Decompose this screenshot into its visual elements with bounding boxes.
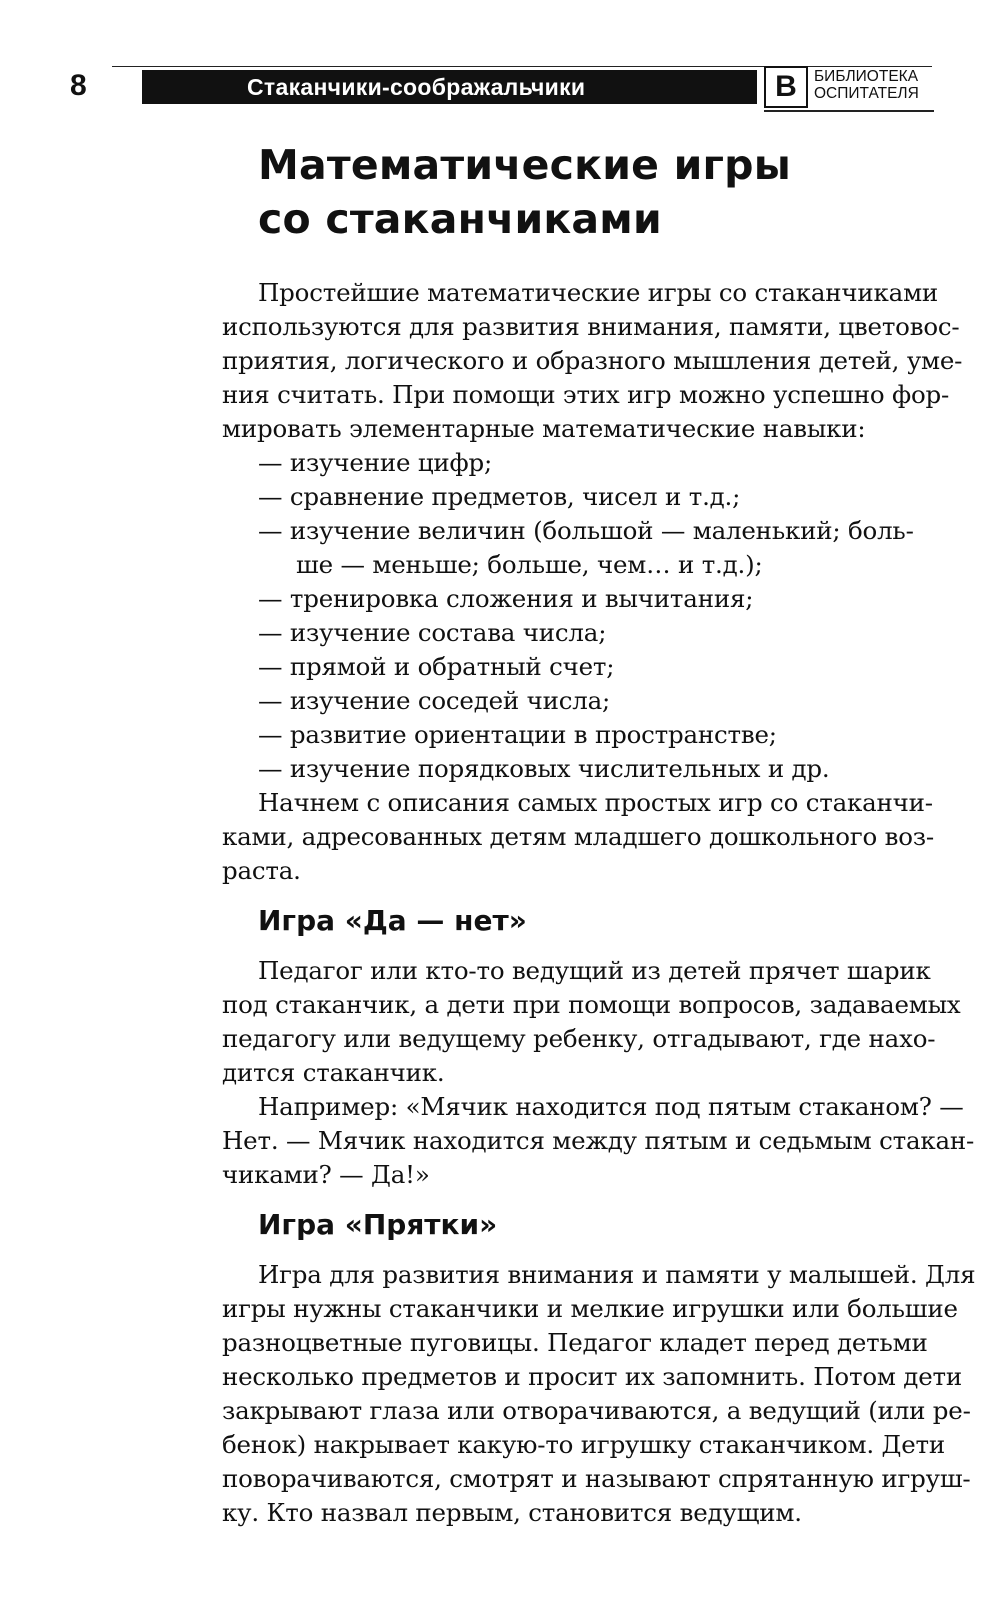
yes-no-line: Например: «Мячик находится под пятым стаканом? — [258,1092,964,1121]
intro-line: приятия, логического и образного мышления детей, уме- [222,346,963,375]
closing-line: раста. [222,856,301,885]
skills-list-item: — изучение величин (большой — маленький; боль- [258,516,914,545]
intro-line: мировать элементарные математические навыки: [222,414,866,443]
skills-list-item: — изучение соседей числа; [258,686,611,715]
skills-list-item: — тренировка сложения и вычитания; [258,584,754,613]
closing-line: Начнем с описания самых простых игр со стаканчи- [258,788,933,817]
intro-line: ния считать. При помощи этих игр можно успешно фор- [222,380,950,409]
page-title-line1: Математические игры [258,141,791,189]
section-heading-yes-no: Игра «Да — нет» [258,904,527,937]
hide-line: несколько предметов и просит их запомнить. Потом дети [222,1362,962,1391]
page-number: 8 [70,69,87,102]
skills-list-item: — сравнение предметов, чисел и т.д.; [258,482,741,511]
logo-line2: ОСПИТАТЕЛЯ [814,85,919,102]
yes-no-line: под стаканчик, а дети при помощи вопросов, задаваемых [222,990,961,1019]
yes-no-line: чиками? — Да!» [222,1160,430,1189]
hide-line: поворачиваются, смотрят и называют спрятанную игруш- [222,1464,971,1493]
yes-no-line: дится стаканчик. [222,1058,445,1087]
page-title-line2: со стаканчиками [258,195,662,243]
yes-no-line: Нет. — Мячик находится между пятым и седьмым стакан- [222,1126,975,1155]
logo-line1: БИБЛИОТЕКА [814,68,919,85]
hide-line: бенок) накрывает какую-то игрушку стаканчиком. Дети [222,1430,946,1459]
page-title [258,138,791,246]
hide-line: игры нужны стаканчики и мелкие игрушки или большие [222,1294,958,1323]
skills-list-item: — изучение порядковых числительных и др. [258,754,830,783]
closing-line: ками, адресованных детям младшего дошкольного воз- [222,822,935,851]
skills-list-item: — прямой и обратный счет; [258,652,615,681]
skills-list-item: — развитие ориентации в пространстве; [258,720,777,749]
series-logo [764,66,934,112]
intro-line: Простейшие математические игры со стаканчиками [258,278,939,307]
running-title-bar: Стаканчики-соображальчики [142,70,757,104]
yes-no-line: Педагог или кто-то ведущий из детей прячет шарик [258,956,931,985]
yes-no-line: педагогу или ведущему ребенку, отгадывают, где нахо- [222,1024,936,1053]
intro-line: используются для развития внимания, памяти, цветовос- [222,312,960,341]
hide-line: Игра для развития внимания и памяти у малышей. Для [258,1260,976,1289]
section-heading-hide: Игра «Прятки» [258,1208,498,1241]
hide-line: закрывают глаза или отворачиваются, а ведущий (или ре- [222,1396,971,1425]
skills-list-item: — изучение состава числа; [258,618,607,647]
skills-list-item: ше — меньше; больше, чем… и т.д.); [296,550,763,579]
hide-line: ку. Кто назвал первым, становится ведущим. [222,1498,802,1527]
skills-list-item: — изучение цифр; [258,448,493,477]
logo-letter-box: В [764,66,808,108]
hide-line: разноцветные пуговицы. Педагог кладет перед детьми [222,1328,928,1357]
logo-text [814,68,919,102]
